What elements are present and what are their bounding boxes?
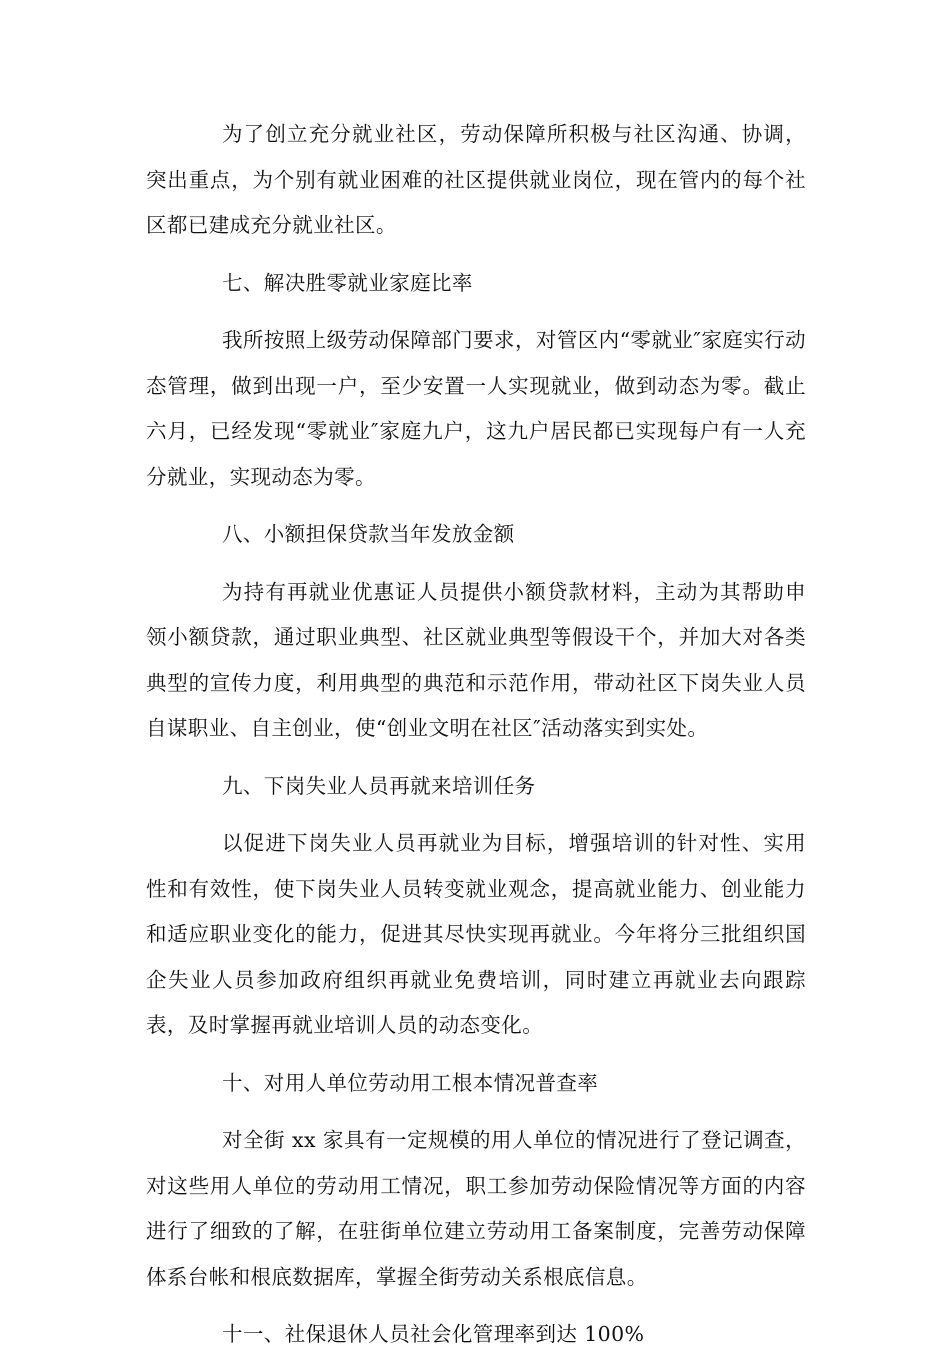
paragraph-zero-employment: 我所按照上级劳动保障部门要求，对管区内“零就业″家庭实行动态管理，做到出现一户，至少安置一人实现就业，做到动态为零。截止六月，已经发现“零就业″家庭九户，这九户居民都已实现每户有一人充分就业，实现动态为零。: [146, 328, 806, 489]
paragraph-training: 以促进下岗失业人员再就业为目标，增强培训的针对性、实用性和有效性，使下岗失业人员转变就业观念，提高就业能力、创业能力和适应职业变化的能力，促进其尽快实现再就业。今年将分三批组织国企失业人员参加政府组织再就业免费培训，同时建立再就业去向跟踪表，及时掌握再就业培训人员的动态变化。: [146, 831, 806, 1037]
document-page: [146, 112, 806, 1358]
paragraph-community-employment: 为了创立充分就业社区，劳动保障所积极与社区沟通、协调，突出重点，为个别有就业困难的社区提供就业岗位，现在管内的每个社区都已建成充分就业社区。: [146, 122, 806, 237]
paragraph-employer-survey: 对全街 xx 家具有一定规模的用人单位的情况进行了登记调查，对这些用人单位的劳动用工情况，职工参加劳动保险情况等方面的内容进行了细致的了解，在驻街单位建立劳动用工备案制度，完善劳动保障体系台帐和根底数据库，掌握全街劳动关系根底信息。: [146, 1128, 806, 1289]
section-heading-7: 七、解决胜零就业家庭比率: [222, 270, 473, 295]
section-heading-9: 九、下岗失业人员再就来培训任务: [222, 773, 536, 798]
section-heading-11: 十一、社保退休人员社会化管理率到达 100%: [222, 1322, 645, 1346]
section-heading-10: 十、对用人单位劳动用工根本情况普查率: [222, 1070, 599, 1095]
section-heading-8: 八、小额担保贷款当年发放金额: [222, 522, 515, 546]
paragraph-small-loans: 为持有再就业优惠证人员提供小额贷款材料，主动为其帮助申领小额贷款，通过职业典型、社区就业典型等假设干个，并加大对各类典型的宣传力度，利用典型的典范和示范作用，带动社区下岗失业人员自谋职业、自主创业，使“创业文明在社区″活动落实到实处。: [146, 579, 806, 740]
